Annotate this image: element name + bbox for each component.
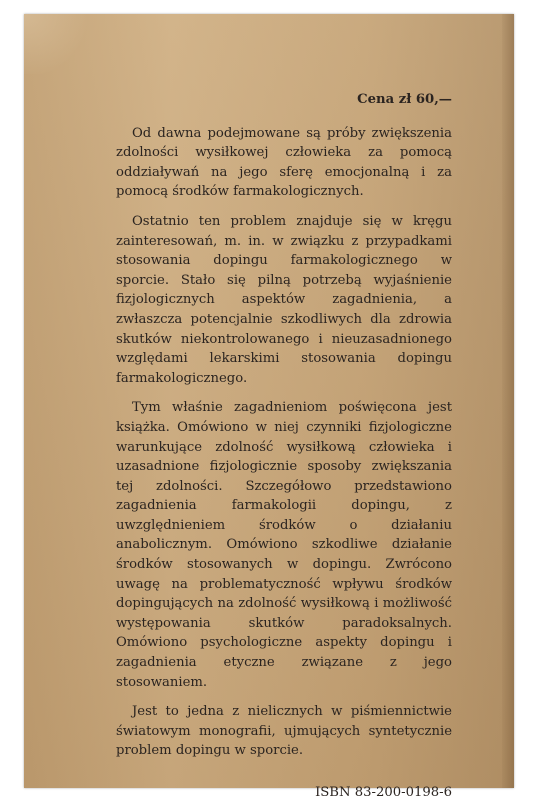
cover-text-block	[116, 90, 452, 800]
spine-edge	[502, 14, 514, 788]
blurb-paragraph-2: Ostatnio ten problem znajduje się w kręgu zainteresowań, m. in. w związku z przypadkami stosowania dopingu farmakologicznego w sporcie. Stało się pilną potrzebą wyjaśnienie fizjologicznych aspektów zagadnienia, a zwłaszcza potencjalnie szkodliwych dla zdrowia skutków niekontrolowanego i nieuzasadnionego względami lekarskimi stosowania dopingu farmakologicznego.	[116, 213, 452, 386]
blurb-paragraph-1: Od dawna podejmowane są próby zwiększenia zdolności wysiłkowej człowieka za pomocą oddziaływań na jego sferę emocjonalną i za pomocą środków farmakologicznych.	[116, 125, 452, 200]
blurb-paragraph-4: Jest to jedna z nielicznych w piśmiennictwie światowym monografii, ujmujących syntetycznie problem dopingu w sporcie.	[116, 704, 452, 759]
isbn-label: ISBN 83-200-0198-6	[315, 785, 452, 800]
worn-corner	[24, 14, 94, 74]
price-label: Cena zł 60,—	[357, 92, 452, 107]
book-back-cover	[24, 14, 514, 800]
blurb-paragraph-3: Tym właśnie zagadnieniom poświęcona jest książka. Omówiono w niej czynniki fizjologiczne warunkujące zdolność wysiłkową człowieka i uzasadnione fizjologicznie sposoby zwiększania tej zdolności. Szczegółowo przedstawiono zagadnienia farmakologii dopingu, z uwzględnieniem środków o działaniu anabolicznym. Omówiono szkodliwe działanie środków stosowanych w dopingu. Zwrócono uwagę na problematyczność wpływu środków dopingujących na zdolność wysiłkową i możliwość występowania skutków paradoksalnych. Omówiono psychologiczne aspekty dopingu i zagadnienia etyczne związane z jego stosowaniem.	[116, 400, 452, 690]
